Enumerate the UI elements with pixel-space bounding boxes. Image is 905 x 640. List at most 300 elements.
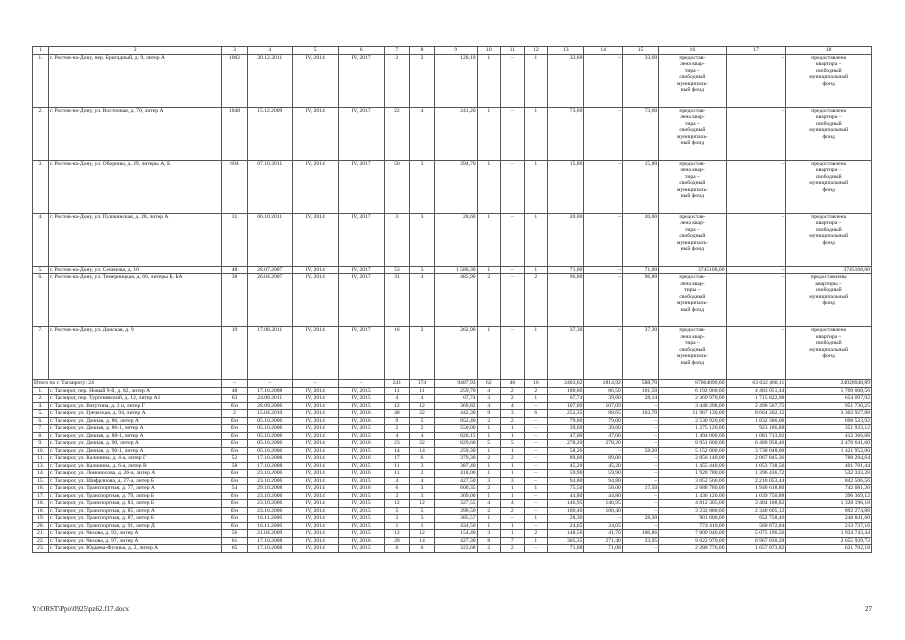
table-cell: 05.10.2006 — [247, 432, 292, 440]
table-cell: IV, 2017 — [338, 327, 384, 380]
column-number: 4 — [247, 47, 292, 55]
table-cell: 1 — [501, 530, 525, 538]
table-cell: – — [501, 160, 525, 213]
table-cell: 17.10.2008 — [247, 455, 292, 463]
table-cell: 23.10.2006 — [247, 500, 292, 508]
table-cell: 3 — [384, 515, 410, 523]
table-cell: 2 470 641,60 — [786, 440, 872, 448]
table-cell: 67,74 — [434, 395, 477, 403]
table-cell: 16.11.2006 — [247, 515, 292, 523]
column-number: 11 — [501, 47, 525, 55]
table-row — [33, 107, 872, 160]
table-cell: 7. — [33, 425, 49, 433]
table-cell: IV, 2016 — [338, 485, 384, 493]
table-row — [33, 507, 872, 515]
table-cell: IV, 2015 — [338, 500, 384, 508]
table-cell: 1 — [501, 447, 525, 455]
table-cell: 96,80 — [548, 274, 584, 327]
table-row — [33, 447, 872, 455]
table-cell: 58 — [222, 462, 248, 470]
table-cell: 24.08.2011 — [247, 395, 292, 403]
table-cell: 278,20 — [548, 440, 584, 448]
table-cell: 4 — [410, 432, 435, 440]
table-cell: 96,80 — [622, 274, 658, 327]
table-cell: 1 421 952,00 — [786, 447, 872, 455]
table-cell: г. Таганрог, ул. Транспортная, д. 91, литер Д — [49, 522, 222, 530]
table-cell: предостав- лена квар- тиры – свободный муниципаль- ный фонд — [659, 274, 726, 327]
table-cell: 1 — [477, 447, 501, 455]
table-cell: – — [622, 402, 658, 410]
table-cell: 24,05 — [584, 522, 622, 530]
table-cell: 8. — [33, 432, 49, 440]
table-cell: 259,30 — [434, 447, 477, 455]
table-cell: IV, 2014 — [292, 410, 338, 418]
table-cell: 41,70 — [584, 530, 622, 538]
table-cell: 28,30 — [622, 515, 658, 523]
table-cell: 23.10.2006 — [247, 507, 292, 515]
table-cell: 17.10.2008 — [247, 545, 292, 553]
column-number: 5 — [292, 47, 338, 55]
table-cell: 923 186,88 — [726, 425, 786, 433]
table-cell: 1 — [501, 462, 525, 470]
table-cell: 427,50 — [434, 477, 477, 485]
table-cell: 1 — [501, 432, 525, 440]
table-cell: – — [222, 380, 248, 388]
table-cell: г. Ростов-на-Дону, ул. Обороны, д. 29, литеры А, Б — [49, 160, 222, 213]
table-row — [33, 380, 872, 388]
table-cell: 17 — [384, 455, 410, 463]
table-cell: 1 053 738,56 — [726, 462, 786, 470]
table-cell: 5 — [410, 417, 435, 425]
table-cell: Итого по г. Таганрогу: 24 — [33, 380, 222, 388]
table-row — [33, 545, 872, 553]
table-cell: 9 622 970,00 — [659, 537, 726, 545]
column-number: 1 — [33, 47, 49, 55]
table-cell: 2 — [524, 274, 548, 327]
column-number: 12 — [524, 47, 548, 55]
table-cell: г. Таганрог, ул. Транспортная, д. 87, литер Б — [49, 515, 222, 523]
table-cell: б/н — [222, 425, 248, 433]
table-cell: 18. — [33, 507, 49, 515]
table-cell: IV, 2016 — [338, 470, 384, 478]
table-cell: 369,00 — [434, 492, 477, 500]
table-cell: – — [622, 477, 658, 485]
table-cell: 2 — [477, 417, 501, 425]
table-cell: г. Таганрог, ул. Дачная, д. 88-1, литер А — [49, 432, 222, 440]
page-footer — [32, 605, 872, 613]
table-cell: 418,00 — [434, 470, 477, 478]
table-cell: 852,40 — [434, 417, 477, 425]
table-cell: IV, 2015 — [338, 432, 384, 440]
table-cell: 6 480 958,40 — [726, 440, 786, 448]
table-cell: 12 — [410, 402, 435, 410]
table-cell: 394,70 — [434, 160, 477, 213]
table-cell: предоставлена квартира – свободный муниципальный фонд — [786, 213, 872, 266]
table-cell: 2 — [477, 274, 501, 327]
table-cell: 3 — [477, 395, 501, 403]
table-cell: 67,74 — [548, 395, 584, 403]
table-cell: 14 — [410, 447, 435, 455]
table-cell: 146,95 — [548, 500, 584, 508]
table-cell: 62 — [477, 380, 501, 388]
table-cell: – — [501, 327, 525, 380]
table-cell: 15,80 — [548, 160, 584, 213]
table-cell: 1 — [524, 395, 548, 403]
table-row — [33, 266, 872, 274]
column-number: 6 — [338, 47, 384, 55]
table-cell: 20,00 — [622, 213, 658, 266]
table-cell: 59,90 — [584, 470, 622, 478]
table-cell: 2 — [501, 455, 525, 463]
table-cell: 2 — [501, 545, 525, 553]
table-cell: – — [524, 447, 548, 455]
table-cell: IV, 2016 — [338, 417, 384, 425]
table-cell: IV, 2014 — [292, 440, 338, 448]
table-cell: г. Ростов-на-Дону, ул. Сеченова, д. 10 — [49, 266, 222, 274]
table-row — [33, 485, 872, 493]
table-cell: 3 — [384, 213, 410, 266]
table-cell: 61 — [222, 537, 248, 545]
table-row — [33, 387, 872, 395]
table-cell: – — [622, 492, 658, 500]
table-cell: 6. — [33, 274, 49, 327]
table-cell: 1 — [410, 522, 435, 530]
table-cell: 2 — [477, 485, 501, 493]
table-cell: 154,40 — [434, 530, 477, 538]
table-cell: 31 — [222, 213, 248, 266]
table-cell: предостав- лена квар- тира – свободный муниципаль- ный фонд — [659, 213, 726, 266]
file-path: Y:\ORST\Ppo\0925\pz62.f17.docx — [32, 605, 129, 613]
table-cell: 1 — [501, 485, 525, 493]
table-cell: 9 — [477, 410, 501, 418]
table-cell: 22 — [384, 107, 410, 160]
table-cell: 390,50 — [434, 507, 477, 515]
table-cell: 12 — [384, 500, 410, 508]
table-cell: IV, 2015 — [338, 447, 384, 455]
table-cell: 2 — [384, 54, 410, 107]
table-cell: 485,90 — [434, 274, 477, 327]
table-cell: – — [524, 522, 548, 530]
table-cell: IV, 2015 — [338, 530, 384, 538]
table-cell: 4 — [384, 477, 410, 485]
table-cell: 2 — [222, 410, 248, 418]
table-cell: 412 366,08 — [786, 432, 872, 440]
table-cell: 4 — [410, 395, 435, 403]
table-cell: 107,09 — [584, 402, 622, 410]
table-cell: 180,06 — [548, 387, 584, 395]
table-cell: 5 — [477, 440, 501, 448]
table-cell: IV, 2017 — [338, 54, 384, 107]
table-cell: – — [584, 515, 622, 523]
table-cell: 1 709 008,56 — [786, 387, 872, 395]
table-cell: г. Таганрог, ул. Греческая, д. 94, литер А — [49, 410, 222, 418]
table-cell: – — [622, 500, 658, 508]
table-cell: 6 192 060,00 — [659, 387, 726, 395]
table-cell: 5 — [384, 507, 410, 515]
table-cell: 3745108,00 — [659, 266, 726, 274]
table-cell: – — [524, 477, 548, 485]
table-cell: 1 — [477, 160, 501, 213]
table-cell: 1 081 713,92 — [726, 432, 786, 440]
table-cell: 3 — [410, 492, 435, 500]
table-row — [33, 425, 872, 433]
table-cell: г. Таганрог, ул. Ватутина, д. 2 и, литер Г — [49, 402, 222, 410]
table-cell: 327,55 — [434, 500, 477, 508]
table-cell: IV, 2015 — [338, 545, 384, 553]
table-cell: IV, 2014 — [292, 485, 338, 493]
table-cell: 26.04.2007 — [247, 274, 292, 327]
table-cell: 4 — [410, 477, 435, 485]
column-number: 14 — [584, 47, 622, 55]
table-cell: 4 — [410, 274, 435, 327]
table-cell: 1. — [33, 54, 49, 107]
table-cell: 1 — [477, 213, 501, 266]
table-cell: 7 009 940,00 — [659, 530, 726, 538]
table-cell: предоставлена квартира – свободный муниципальный фонд — [786, 160, 872, 213]
table-cell: предостав- лена квар- тира – свободный муниципаль- ный фонд — [659, 160, 726, 213]
column-number: 2 — [49, 47, 222, 55]
table-cell: г. Таганрог, ул. Дачная, д. 86-1, литер А — [49, 425, 222, 433]
table-cell: IV, 2014 — [292, 425, 338, 433]
table-cell: 39,60 — [548, 425, 584, 433]
table-cell: г. Таганрог, ул. Дачная, д. 86, литер А — [49, 417, 222, 425]
table-cell: г. Таганрог, ул. Транспортная, д. 85, литер А — [49, 507, 222, 515]
table-cell: IV, 2015 — [338, 507, 384, 515]
table-cell: – — [622, 522, 658, 530]
table-cell: 271,40 — [584, 537, 622, 545]
table-cell: – — [726, 274, 786, 327]
table-cell: – — [622, 417, 658, 425]
table-cell: 532 343,28 — [786, 470, 872, 478]
table-cell: г. Таганрог, ул. Дачная, д. 90-1, литер А — [49, 447, 222, 455]
table-cell: 2 — [501, 387, 525, 395]
table-cell: 45,20 — [584, 462, 622, 470]
table-cell: 11. — [33, 455, 49, 463]
table-cell: 2403,62 — [548, 380, 584, 388]
table-cell: 14 — [410, 537, 435, 545]
table-cell: 17. — [33, 492, 49, 500]
table-cell: 1 — [524, 266, 548, 274]
table-cell: 28.09.2006 — [247, 402, 292, 410]
table-cell: 1 — [477, 432, 501, 440]
table-cell: 21.04.2009 — [247, 530, 292, 538]
table-cell: 248 841,60 — [786, 515, 872, 523]
table-cell: – — [622, 470, 658, 478]
table-cell: IV, 2017 — [338, 107, 384, 160]
table-cell: – — [524, 545, 548, 553]
table-cell: 694 — [222, 160, 248, 213]
table-cell: 788 294,64 — [786, 455, 872, 463]
table-cell: 79,00 — [548, 417, 584, 425]
table-cell: 5 — [410, 507, 435, 515]
table-cell: IV, 2015 — [338, 492, 384, 500]
table-cell: 2 288 776,00 — [659, 545, 726, 553]
table-cell: 39,60 — [584, 395, 622, 403]
table-cell: 2 496 567,75 — [726, 402, 786, 410]
table-cell: 1 396 436,72 — [726, 470, 786, 478]
table-cell: IV, 2014 — [292, 395, 338, 403]
table-cell: 1 275 120,00 — [659, 425, 726, 433]
page-number: 27 — [865, 605, 872, 613]
table-cell: 58,20 — [622, 447, 658, 455]
table-cell: 2 — [501, 395, 525, 403]
table-cell: 40 — [384, 410, 410, 418]
table-cell: 2 — [384, 425, 410, 433]
table-cell: г. Таганрог, ул. Транспортная, д. 77, литер А — [49, 485, 222, 493]
table-cell: IV, 2014 — [292, 470, 338, 478]
column-number: 7 — [384, 47, 410, 55]
table-cell: 45,20 — [548, 462, 584, 470]
table-cell: г. Ростов-на-Дону, ул. Восточная, д. 70, литер А — [49, 107, 222, 160]
table-cell: 1. — [33, 387, 49, 395]
table-row — [33, 470, 872, 478]
table-cell: IV, 2017 — [338, 160, 384, 213]
table-cell: б/н — [222, 522, 248, 530]
table-cell: 1 — [501, 522, 525, 530]
table-cell: г. Таганрог, ул. Калинина, д. 4-а, литер Г — [49, 455, 222, 463]
table-cell: – — [501, 107, 525, 160]
table-cell: 17.08.2011 — [247, 327, 292, 380]
table-cell: 3 448 298,00 — [659, 402, 726, 410]
table-cell: г. Таганрог, ул. Чехова, д. 93, литер А — [49, 530, 222, 538]
table-cell: 379,30 — [434, 455, 477, 463]
table-cell: 3 — [477, 477, 501, 485]
table-cell: – — [622, 432, 658, 440]
table-cell: IV, 2014 — [292, 530, 338, 538]
table-cell: – — [584, 54, 622, 107]
table-cell: IV, 2014 — [292, 160, 338, 213]
table-cell: 4 — [384, 395, 410, 403]
table-cell: 47,00 — [584, 432, 622, 440]
table-cell: 11 — [384, 470, 410, 478]
table-cell: 3 — [410, 160, 435, 213]
table-cell: IV, 2014 — [292, 507, 338, 515]
table-cell: 24,05 — [548, 522, 584, 530]
table-cell: 1 — [477, 462, 501, 470]
table-row — [33, 54, 872, 107]
table-cell: 20. — [33, 522, 49, 530]
table-cell: IV, 2014 — [292, 387, 338, 395]
table-row — [33, 492, 872, 500]
table-cell: 8 664 202,12 — [726, 410, 786, 418]
table-cell: IV, 2014 — [292, 522, 338, 530]
table-cell: 18. — [33, 500, 49, 508]
table-cell: IV, 2014 — [292, 447, 338, 455]
table-cell: 4 — [477, 402, 501, 410]
table-cell: б/н — [222, 440, 248, 448]
table-cell: 8 951 600,00 — [659, 440, 726, 448]
table-cell: 33,95 — [622, 537, 658, 545]
table-cell: 2 — [410, 327, 435, 380]
table-cell: 05.10.2006 — [247, 417, 292, 425]
table-cell: – — [622, 440, 658, 448]
table-cell: 33,60 — [548, 54, 584, 107]
table-cell: 774 410,00 — [659, 522, 726, 530]
table-cell: 631 702,18 — [786, 545, 872, 553]
table-cell: 1 328 196,18 — [786, 500, 872, 508]
table-cell: IV, 2014 — [292, 500, 338, 508]
table-cell: 4 812 305,00 — [659, 500, 726, 508]
table-cell: 4 — [501, 402, 525, 410]
table-cell: 16.11.2006 — [247, 522, 292, 530]
table-cell: 1 455 440,00 — [659, 462, 726, 470]
table-cell: – — [622, 462, 658, 470]
table-cell: – — [524, 462, 548, 470]
table-cell: 22 — [410, 440, 435, 448]
table-cell: 1 — [524, 54, 548, 107]
table-cell: IV, 2015 — [338, 515, 384, 523]
column-number-row — [33, 47, 872, 55]
table-cell: 06.10.2011 — [247, 213, 292, 266]
table-cell: 5. — [33, 266, 49, 274]
table-row — [33, 432, 872, 440]
table-cell: 252,35 — [548, 410, 584, 418]
table-cell: – — [726, 327, 786, 380]
table-cell: 1814,92 — [584, 380, 622, 388]
table-cell: 28.07.2007 — [247, 266, 292, 274]
table-cell: 1 — [477, 470, 501, 478]
table-cell: б/н — [222, 477, 248, 485]
table-cell: – — [524, 432, 548, 440]
table-cell: IV, 2014 — [292, 402, 338, 410]
table-cell: 107,09 — [548, 402, 584, 410]
table-cell: 1 039 750,88 — [726, 492, 786, 500]
table-cell: 4. — [33, 213, 49, 266]
table-cell: 73,60 — [622, 107, 658, 160]
table-cell: г. Таганрог, пер. Тургеневский, д. 12, литер А1 — [49, 395, 222, 403]
table-cell: 58,00 — [584, 485, 622, 493]
table-cell: 1 — [384, 522, 410, 530]
table-cell: 427,30 — [434, 537, 477, 545]
table-cell: г. Таганрог, пер. Новый 9-й, д. 82, литер А — [49, 387, 222, 395]
table-row — [33, 522, 872, 530]
table-cell: 6 967 030,28 — [726, 537, 786, 545]
table-cell: г. Ростов-на-Дону, ул. Темерницкая, д. 66, литеры Б, БА — [49, 274, 222, 327]
table-cell: 29.10.2008 — [247, 485, 292, 493]
table-cell: 15.04.2010 — [247, 410, 292, 418]
table-cell: 396 369,12 — [786, 492, 872, 500]
table-cell: 19 — [222, 327, 248, 380]
table-cell: 3. — [33, 160, 49, 213]
table-cell: 1002 — [222, 54, 248, 107]
table-row — [33, 462, 872, 470]
table-cell: 73,60 — [548, 107, 584, 160]
table-cell: 7 — [501, 537, 525, 545]
table-cell: 901 600,00 — [659, 515, 726, 523]
table-cell: 2. — [33, 107, 49, 160]
table-cell: – — [584, 160, 622, 213]
table-cell: 8 — [477, 537, 501, 545]
table-cell: 75,50 — [548, 485, 584, 493]
table-row — [33, 530, 872, 538]
table-cell: 48 — [222, 387, 248, 395]
table-cell: 698 533,92 — [786, 417, 872, 425]
table-cell: IV, 2014 — [292, 266, 338, 274]
table-cell: 2 — [501, 417, 525, 425]
table-cell: 1 — [524, 537, 548, 545]
table-cell: 65 — [222, 545, 248, 553]
table-cell: 07.10.2011 — [247, 160, 292, 213]
table-cell: 1 436 120,00 — [659, 492, 726, 500]
table-cell: IV, 2015 — [338, 402, 384, 410]
table-cell: – — [726, 160, 786, 213]
table-cell: б/н — [222, 515, 248, 523]
table-cell: 5 152 000,00 — [659, 447, 726, 455]
table-cell: IV, 2015 — [338, 395, 384, 403]
table-cell: предоставлена квартира – свободный муниципальный фонд — [786, 107, 872, 160]
table-cell: 6 — [410, 455, 435, 463]
table-cell: 12 — [384, 402, 410, 410]
